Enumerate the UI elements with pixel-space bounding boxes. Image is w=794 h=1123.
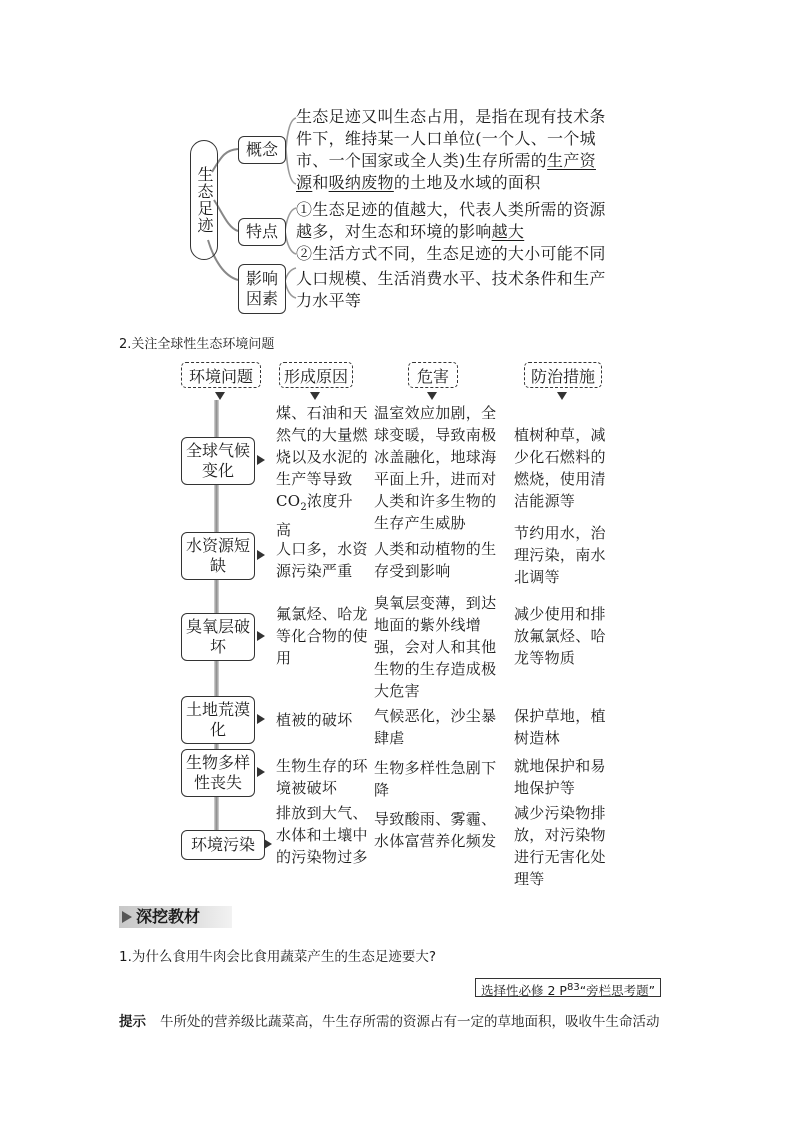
feature-label: 特点 — [245, 222, 278, 241]
problem-ozone-depletion: 臭氧层破坏 — [181, 613, 255, 661]
underlined-larger: 越大 — [491, 222, 525, 241]
concept-node — [238, 136, 286, 164]
section-2-title: 2.关注全球性生态环境问题 — [119, 337, 275, 352]
feature-node — [238, 218, 286, 246]
problem-desertification: 土地荒漠化 — [181, 696, 255, 744]
header-arrow-3 — [427, 392, 437, 400]
factor-node — [238, 264, 286, 314]
question-1: 1.为什么食用牛肉会比食用蔬菜产生的生态足迹要大? — [119, 949, 437, 965]
row-arrow-4 — [257, 714, 265, 724]
measure-water: 节约用水，治理污染，南水北调等 — [514, 524, 606, 586]
concept-text: 生态足迹又叫生态占用，是指在现有技术条件下，维持某一人口单位(一个人、一个城市、一个国家或全人类)生存所需的生产资源和吸纳废物的土地及水域的面积 — [296, 107, 606, 192]
feature-bracket — [285, 208, 296, 254]
row-arrow-6 — [264, 839, 272, 849]
harm-pollution: 导致酸雨、雾霾、水体富营养化频发 — [374, 810, 497, 850]
hint-label: 提示 — [119, 1014, 146, 1030]
underlined-waste-absorption: 吸纳废物 — [328, 173, 394, 192]
root-node-ecological-footprint: 生态足迹 — [190, 140, 218, 260]
measure-biodiversity: 就地保护和易地保护等 — [514, 757, 606, 797]
cause-water: 人口多，水资源污染严重 — [276, 540, 368, 580]
measure-climate: 植树种草，减少化石燃料的燃烧，使用清洁能源等 — [514, 426, 606, 510]
row-arrow-2 — [257, 550, 265, 560]
harm-biodiversity: 生物多样性急剧下降 — [374, 759, 497, 799]
measure-ozone: 减少使用和排放氟氯烃、哈龙等物质 — [514, 605, 606, 667]
factor-label: 影响因素 — [245, 269, 278, 308]
factor-bracket — [285, 268, 296, 298]
header-arrow-1 — [215, 392, 225, 400]
concept-label: 概念 — [245, 140, 278, 159]
header-arrow-4 — [557, 392, 567, 400]
harm-ozone: 臭氧层变薄，到达地面的紫外线增强，会对人和其他生物的生存造成极大危害 — [374, 594, 497, 700]
row-arrow-1 — [257, 455, 265, 465]
row-arrow-5 — [257, 767, 265, 777]
problem-environmental-pollution: 环境污染 — [181, 830, 265, 860]
measure-desertification: 保护草地，植树造林 — [514, 707, 606, 747]
feature-line-1: ①生态足迹的值越大，代表人类所需的资源越多，对生态和环境的影响越大 — [296, 200, 606, 241]
hint-paragraph — [119, 1010, 660, 1030]
section-banner-title: 深挖教材 — [136, 907, 201, 926]
header-harm: 危害 — [408, 362, 458, 388]
textbook-reference: 选择性必修 2 $P^{83}“$旁栏思考题” — [475, 978, 661, 997]
header-arrow-2 — [310, 392, 320, 400]
play-triangle-icon — [121, 910, 133, 924]
cause-pollution: 排放到大气、水体和土壤中的污染物过多 — [276, 804, 368, 866]
cause-desertification: 植被的破坏 — [276, 711, 353, 729]
cause-biodiversity: 生物生存的环境被破坏 — [276, 757, 368, 797]
feature-line-2: ②生活方式不同，生态足迹的大小可能不同 — [296, 244, 606, 263]
cause-climate: 煤、石油和天然气的大量燃烧以及水泥的生产等导致$CO_2$浓度升高 — [276, 404, 368, 539]
header-environment-problem: 环境问题 — [181, 362, 261, 388]
header-prevention: 防治措施 — [524, 362, 602, 388]
header-cause: 形成原因 — [279, 362, 353, 388]
problem-global-climate-change: 全球气候变化 — [181, 437, 255, 485]
measure-pollution: 减少污染物排放，对污染物进行无害化处理等 — [514, 804, 606, 888]
underlined-production-resources: 生产资源 — [296, 151, 596, 192]
row-arrow-3 — [257, 631, 265, 641]
concept-bracket — [286, 118, 296, 184]
harm-desertification: 气候恶化，沙尘暴肆虐 — [374, 707, 497, 747]
harm-water: 人类和动植物的生存受到影响 — [374, 540, 497, 580]
harm-climate: 温室效应加剧，全球变暖，导致南极冰盖融化，地球海平面上升，进而对人类和许多生物的生存产生威胁 — [374, 404, 497, 532]
hint-text: 牛所处的营养级比蔬菜高，牛生存所需的资源占有一定的草地面积，吸收牛生命活动 — [160, 1014, 660, 1030]
factor-text: 人口规模、生活消费水平、技术条件和生产力水平等 — [296, 269, 606, 310]
problem-water-shortage: 水资源短缺 — [181, 532, 255, 580]
problem-biodiversity-loss: 生物多样性丧失 — [181, 749, 255, 797]
cause-ozone: 氟氯烃、哈龙等化合物的使用 — [276, 605, 368, 667]
feature-text — [296, 199, 608, 265]
